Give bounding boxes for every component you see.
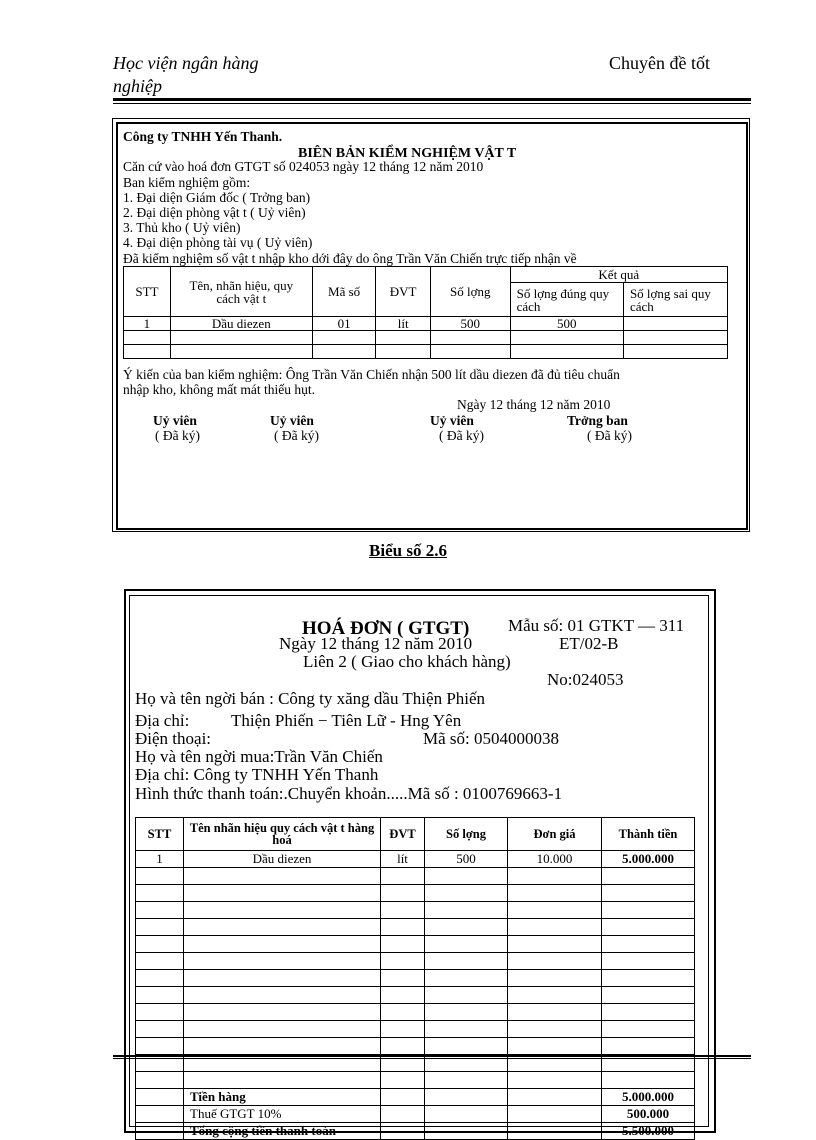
cell-bad xyxy=(623,317,727,331)
cell-qty: 500 xyxy=(430,317,510,331)
subtotal-row xyxy=(136,1089,695,1106)
invoice-table xyxy=(135,817,695,1140)
header-school: Học viện ngân hàng xyxy=(113,53,259,73)
table-row xyxy=(136,987,695,1004)
vat-row xyxy=(136,1106,695,1123)
header-rule xyxy=(113,98,751,101)
inv-cell-stt: 1 xyxy=(136,851,184,868)
report-opinion: Ý kiến của ban kiểm nghiệm: Ông Trần Văn Chiến nhận 500 lít dầu diezen đã đủ tiêu chuẩn xyxy=(123,367,620,382)
invoice-buyer: Họ và tên ngời mua:Trần Văn Chiến xyxy=(135,747,383,766)
table-row xyxy=(124,331,728,345)
table-row xyxy=(136,1004,695,1021)
report-member: 2. Đại diện phòng vật t ( Uỷ viên) xyxy=(123,205,306,220)
report-intro: Đã kiểm nghiệm số vật t nhập kho dới đây do ông Trần Văn Chiến trực tiếp nhận về xyxy=(123,251,577,266)
header-rule-thin xyxy=(113,103,751,104)
inv-th-stt: STT xyxy=(136,818,184,851)
signer-status: ( Đã ký) xyxy=(587,428,632,443)
invoice-serial: ET/02-B xyxy=(559,634,619,653)
vat-value: 500.000 xyxy=(602,1106,695,1123)
inv-th-amount: Thành tiền xyxy=(602,818,695,851)
report-opinion-cont: nhập kho, không mất mát thiếu hụt. xyxy=(123,382,315,397)
table-row xyxy=(136,919,695,936)
invoice-form: Mẫu số: 01 GTKT — 311 xyxy=(508,616,685,635)
th-result: Kết quả xyxy=(510,267,727,283)
inv-cell-price: 10.000 xyxy=(508,851,602,868)
signer-role: Uỷ viên xyxy=(430,413,474,428)
signer-status: ( Đã ký) xyxy=(439,428,484,443)
invoice-copy: Liên 2 ( Giao cho khách hàng) xyxy=(303,652,511,671)
report-company: Công ty TNHH Yến Thanh. xyxy=(123,129,283,144)
total-label: Tổng cộng tiền thanh toán xyxy=(184,1123,381,1140)
signer-role: Uỷ viên xyxy=(270,413,314,428)
invoice-title: HOÁ ĐƠN ( GTGT) xyxy=(302,618,470,639)
table-row xyxy=(136,1072,695,1089)
report-member: 1. Đại diện Giám đốc ( Trởng ban) xyxy=(123,190,311,205)
figure-caption: Biểu số 2.6 xyxy=(369,541,447,560)
subtotal-value: 5.000.000 xyxy=(602,1089,695,1106)
signer-role: Trởng ban xyxy=(567,413,628,428)
table-row xyxy=(136,1021,695,1038)
th-ok: Số lợng đúng quy cách xyxy=(510,283,623,317)
total-value: 5.500.000 xyxy=(602,1123,695,1140)
inv-th-name: Tên nhãn hiệu quy cách vật t hàng hoá xyxy=(184,818,381,851)
report-member: 3. Thủ kho ( Uỷ viên) xyxy=(123,220,241,235)
table-row xyxy=(124,317,728,331)
subtotal-label: Tiền hàng xyxy=(184,1089,381,1106)
invoice-seller: Họ và tên ngời bán : Công ty xăng dầu Thiện Phiến xyxy=(135,689,486,708)
invoice-number: No:024053 xyxy=(547,670,624,689)
table-row xyxy=(136,1038,695,1055)
th-name: Tên, nhãn hiệu, quy cách vật t xyxy=(170,267,312,317)
invoice-buyer-address: Địa chỉ: Công ty TNHH Yến Thanh xyxy=(135,765,379,784)
th-qty: Số lợng xyxy=(430,267,510,317)
cell-stt: 1 xyxy=(124,317,171,331)
inv-cell-unit: lít xyxy=(381,851,425,868)
report-board-label: Ban kiểm nghiệm gồm: xyxy=(123,175,251,190)
inv-th-unit: ĐVT xyxy=(381,818,425,851)
report-title: BIÊN BẢN KIỂM NGHIỆM VẬT T xyxy=(298,146,517,161)
invoice-payment: Hình thức thanh toán:.Chuyển khoản.....Mã số : 0100769663-1 xyxy=(135,784,563,803)
invoice-address-label: Địa chỉ: xyxy=(135,711,190,730)
table-row xyxy=(136,902,695,919)
invoice-phone-label: Điện thoại: xyxy=(135,729,212,748)
inv-cell-name: Dầu diezen xyxy=(184,851,381,868)
table-row xyxy=(136,970,695,987)
footer-rule-thin xyxy=(113,1058,751,1059)
th-stt: STT xyxy=(124,267,171,317)
cell-code: 01 xyxy=(312,317,376,331)
th-unit: ĐVT xyxy=(376,267,430,317)
cell-ok: 500 xyxy=(510,317,623,331)
signer-status: ( Đã ký) xyxy=(155,428,200,443)
cell-name: Dầu diezen xyxy=(170,317,312,331)
signer-role: Uỷ viên xyxy=(153,413,197,428)
inv-cell-qty: 500 xyxy=(425,851,508,868)
th-bad: Số lợng sai quy cách xyxy=(623,283,727,317)
table-row xyxy=(136,953,695,970)
table-row xyxy=(136,851,695,868)
cell-unit: lít xyxy=(376,317,430,331)
invoice-tax-code: Mã số: 0504000038 xyxy=(423,729,559,748)
invoice-date: Ngày 12 tháng 12 năm 2010 xyxy=(279,634,473,653)
header-school-cont: nghiệp xyxy=(113,76,162,96)
vat-label: Thuế GTGT 10% xyxy=(184,1106,381,1123)
report-basis: Căn cứ vào hoá đơn GTGT số 024053 ngày 12 tháng 12 năm 2010 xyxy=(123,159,484,174)
total-row xyxy=(136,1123,695,1140)
signer-status: ( Đã ký) xyxy=(274,428,319,443)
invoice-address: Thiện Phiến − Tiên Lữ - Hng Yên xyxy=(231,711,462,730)
report-table xyxy=(123,266,728,359)
table-row xyxy=(136,936,695,953)
table-row xyxy=(136,868,695,885)
footer-rule xyxy=(113,1055,751,1057)
report-date: Ngày 12 tháng 12 năm 2010 xyxy=(457,397,611,412)
report-member: 4. Đại diện phòng tài vụ ( Uỷ viên) xyxy=(123,235,313,250)
table-row xyxy=(124,345,728,359)
th-code: Mã số xyxy=(312,267,376,317)
inv-th-price: Đơn giá xyxy=(508,818,602,851)
header-topic: Chuyên đề tốt xyxy=(609,53,710,73)
inv-cell-amount: 5.000.000 xyxy=(602,851,695,868)
table-row xyxy=(136,885,695,902)
inv-th-qty: Số lợng xyxy=(425,818,508,851)
